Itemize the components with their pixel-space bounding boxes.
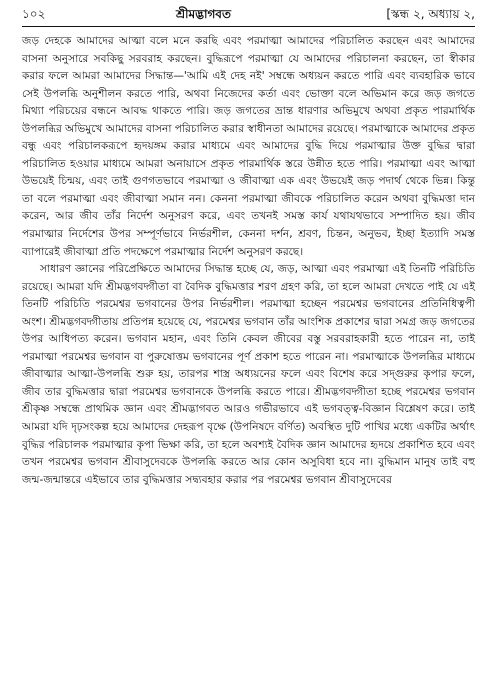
chapter-reference: [স্কন্ধ ২, অধ্যায় ২, xyxy=(386,7,475,21)
header-divider xyxy=(22,26,475,27)
body-paragraph-1: জড় দেহকে আমাদের আত্মা বলে মনে করছি এবং পরমাত্মা আমাদের পরিচালিত করছেন এবং আমাদের বাসনা অনুসারে সবকিছু সরবরাহ করছেন। বুদ্ধিরূপে পরমাত্মা যে আমাদের পরিচালনা করছেন, তা স্বীকার করার ফলে আমরা আমাদের সিদ্ধান্ত—'আমি এই দেহ নই' সম্বন্ধে অধ্যয়ন করতে পারি এবং ব্যবহারিক ভাবে সেই উপলব্ধি অনুশীলন করতে পারি, অথবা নিজেদের কর্তা এবং ভোক্তা বলে অভিমান করে জড় জগতে মিথ্যা পরিচয়ের বন্ধনে আবদ্ধ থাকতে পারি। জড় জগতের ভ্রান্ত ধারণার অভিমুখে অথবা প্রকৃত পারমার্থিক উপলব্ধির অভিমুখে আমাদের বাসনা পরিচালিত করার স্বাধীনতা আমাদের রয়েছে। পরমাত্মাকে আমাদের প্রকৃত বন্ধু এবং পরিচালকরূপে হৃদয়ঙ্গম করার মাধ্যমে এবং আমাদের বুদ্ধি দিয়ে পরমাত্মার উক্ত বুদ্ধির দ্বারা পরিচালিত হওয়ার মাধ্যমে আমরা অনায়াসে প্রকৃত পারমার্থিক স্তরে উন্নীত হতে পারি। পরমাত্মা এবং আত্মা উভয়েই চিন্ময়, এবং তাই গুণগতভাবে পরমাত্মা ও জীবাত্মা এক এবং উভয়েই জড় পদার্থ থেকে ভিন্ন। কিন্তু তা বলে পরমাত্মা এবং জীবাত্মা সমান নন। কেননা পরমাত্মা জীবকে পরিচালিত করেন অথবা বুদ্ধিমত্তা দান করেন, আর জীব তাঁর নির্দেশ অনুসরণ করে, এবং তখনই সমস্ত কার্য যথাযথভাবে সম্পাদিত হয়। জীব পরমাত্মার নির্দেশের উপর সম্পূর্ণভাবে নির্ভরশীল, কেননা দর্শন, শ্রবণ, চিন্তন, অনুভব, ইচ্ছা ইত্যাদি সমস্ত ব্যাপারেই জীবাত্মা প্রতি পদক্ষেপে পরমাত্মার নির্দেশ অনুসরণ করছে। xyxy=(22,35,475,258)
page-header xyxy=(22,6,475,24)
book-title: শ্রীমদ্ভাগবত xyxy=(175,7,231,21)
body-paragraph-2: সাধারণ জ্ঞানের পরিপ্রেক্ষিতে আমাদের সিদ্ধান্ত হচ্ছে যে, জড়, আত্মা এবং পরমাত্মা এই তিনটি পরিচিতি রয়েছে। আমরা যদি শ্রীমদ্ভগবদ্গীতা বা বৈদিক বুদ্ধিমত্তার শরণ গ্রহণ করি, তা হলে আমরা দেখতে পাই যে এই তিনটি পরিচিতি পরমেশ্বর ভগবানের উপর নির্ভরশীল। পরমাত্মা হচ্ছেন পরমেশ্বর ভগবানের প্রতিনিধিত্বপী অংশ। শ্রীমদ্ভগবদ্গীতায় প্রতিপন্ন হয়েছে যে, পরমেশ্বর ভগবান তাঁর আংশিক প্রকাশের দ্বারা সমগ্র জড় জগতের উপর আধিপত্য করেন। ভগবান মহান, এবং তিনি কেবল জীবের বস্তু সরবরাহকারী হতে পারেন না, তাই পরমাত্মা পরমেশ্বর ভগবান বা পুরুষোত্তম ভগবানের পূর্ণ প্রকাশ হতে পারেন না। পরমাত্মাকে উপলব্ধির মাধ্যমে জীবাত্মার আত্মা-উপলব্ধি শুরু হয়, তারপর শাস্ত্র অধ্যয়নের ফলে এবং বিশেষ করে সদ্গুরুর কৃপার ফলে, জীব তার বুদ্ধিমত্তার দ্বারা পরমেশ্বর ভগবানকে উপলব্ধি করতে পারে। শ্রীমদ্ভগবদ্গীতা হচ্ছে পরমেশ্বর ভগবান শ্রীকৃষ্ণ সম্বন্ধে প্রাথমিক জ্ঞান এবং শ্রীমদ্ভাগবত আরও গভীরভাবে এই ভগবত্ত্ব-বিজ্ঞান বিশ্লেষণ করে। তাই আমরা যদি দৃঢ়সংকল্প হয়ে আমাদের দেহরূপ বৃক্ষে (উপনিষদে বর্ণিত) অবস্থিত দুটি পাখির মধ্যে একটির অর্থাৎ বুদ্ধির পরিচালক পরমাত্মার কৃপা ভিক্ষা করি, তা হলে অবশ্যই বৈদিক জ্ঞান আমাদের হৃদয়ে প্রকাশিত হবে এবং তখন পরমেশ্বর ভগবান শ্রীবাসুদেবকে উপলব্ধি করতে আর কোন অসুবিধা হবে না। বুদ্ধিমান মানুষ তাই বহু জন্ম-জন্মান্তরে এইভাবে তার বুদ্ধিমত্তার সদ্ব্যবহার করার পর পরমেশ্বর ভগবান শ্রীবাসুদেবের xyxy=(22,263,475,486)
page-number: ১০২ xyxy=(22,7,46,21)
